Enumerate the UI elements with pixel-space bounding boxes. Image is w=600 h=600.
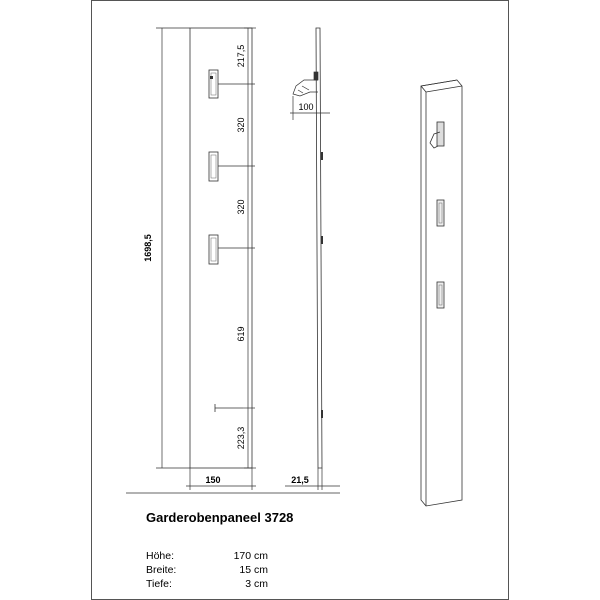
spec-label: Tiefe: — [146, 578, 172, 590]
dim-side-depth: 21,5 — [291, 475, 309, 485]
side-mount-1 — [321, 152, 323, 160]
width-dimension — [186, 468, 256, 490]
side-panel-outline — [316, 28, 322, 468]
spec-row-height — [146, 549, 446, 563]
caption-block — [146, 510, 446, 591]
product-title: Garderobenpaneel 3728 — [146, 510, 294, 525]
side-mount-2 — [321, 236, 323, 244]
dim-panel-width: 150 — [205, 475, 221, 485]
spec-value: 15 cm — [239, 564, 268, 576]
perspective-hook-1 — [437, 122, 444, 146]
spec-value: 170 cm — [233, 550, 268, 562]
spec-row-depth — [146, 577, 446, 591]
perspective-hook-2 — [437, 200, 444, 226]
perspective-view — [421, 80, 462, 506]
spec-label: Breite: — [146, 564, 177, 576]
hook-1-pin — [210, 76, 213, 79]
dim-spacing-2: 320 — [236, 199, 246, 215]
front-view — [143, 28, 256, 490]
dim-top-gap: 217,5 — [236, 44, 246, 68]
dim-spacing-1: 320 — [236, 117, 246, 133]
side-view — [285, 28, 340, 490]
perspective-hook-3 — [437, 282, 444, 308]
dim-bottom-gap: 223,3 — [236, 426, 246, 450]
spec-row-width — [146, 563, 446, 577]
spec-value: 3 cm — [245, 578, 268, 590]
overall-height-dimension — [156, 28, 190, 468]
dim-hook-projection: 100 — [298, 102, 314, 112]
dim-total-height: 1698,5 — [143, 234, 153, 262]
side-mount-3 — [321, 410, 323, 418]
spec-label: Höhe: — [146, 550, 175, 562]
side-hook-profile — [293, 72, 318, 96]
dim-lower-gap: 619 — [236, 326, 246, 342]
